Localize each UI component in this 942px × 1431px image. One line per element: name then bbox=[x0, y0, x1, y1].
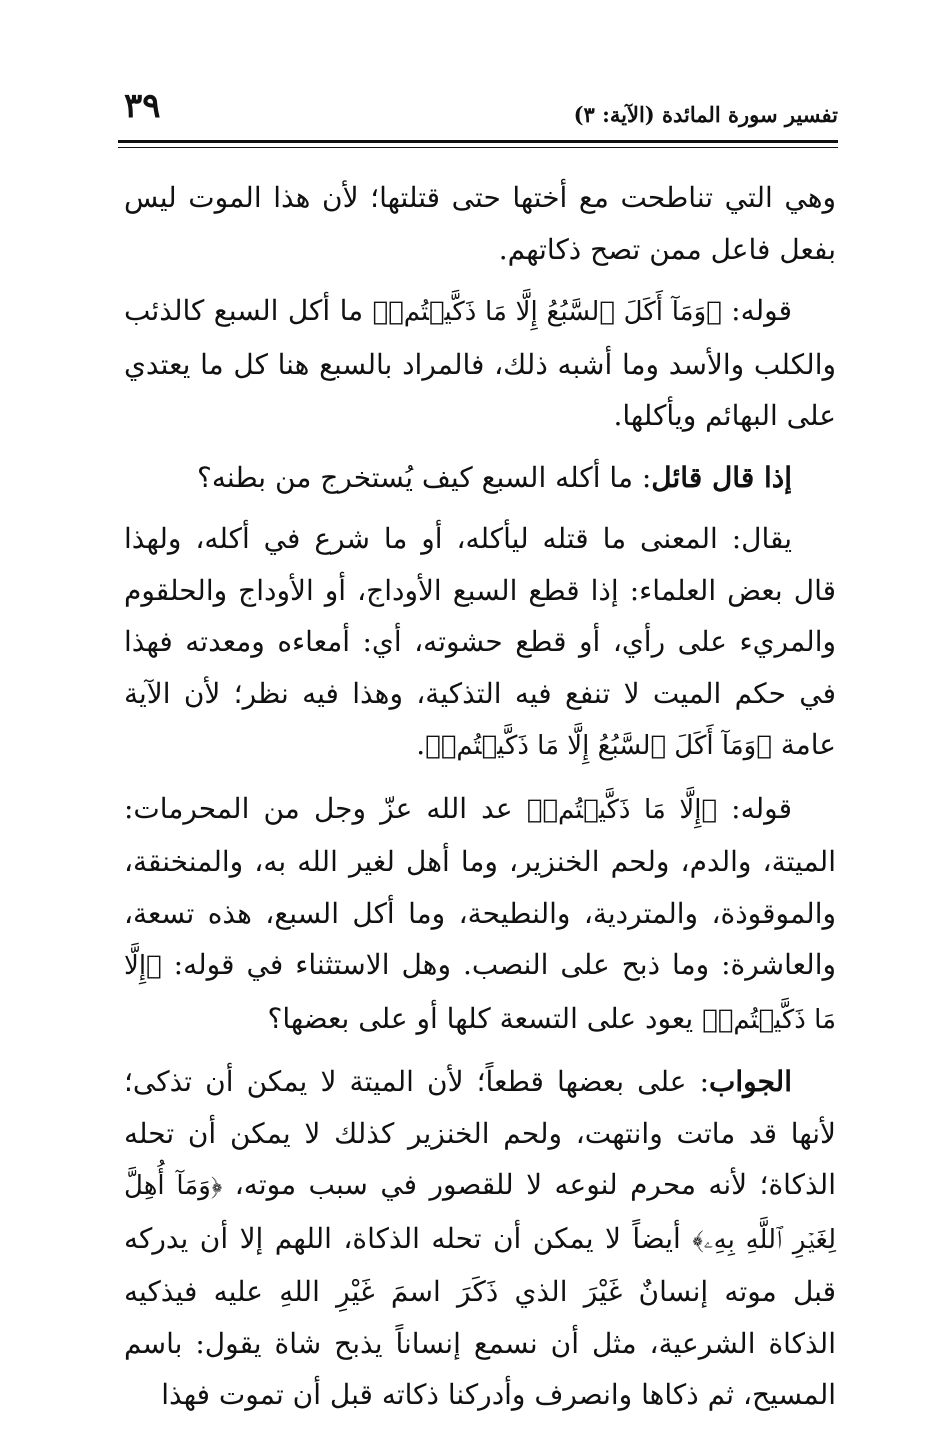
question-label: إذا قال قائل bbox=[651, 460, 792, 494]
paragraph-1-text: وهي التي تناطحت مع أختها حتى قتلتها؛ لأن هذا الموت ليس بفعل فاعل ممن تصح ذكاتهم. bbox=[124, 181, 836, 266]
header-rule-thick bbox=[118, 140, 838, 143]
paragraph-4-end: . bbox=[416, 728, 426, 761]
paragraph-4 bbox=[124, 513, 836, 773]
paragraph-4-text: يقال: المعنى ما قتله ليأكله، أو ما شرع في أكله، ولهذا قال بعض العلماء: إذا قطع السبع الأوداج، أو الأوداج والحلقوم والمريء على رأي، أو قطع حشوته، أي: أمعاءه ومعدته فهذا في حكم الميت لا تنفع فيه التذكية، وهذا فيه نظر؛ لأن الآية عامة bbox=[124, 522, 836, 761]
quran-quote: ﴿إِلَّا مَا ذَكَّيۡتُمۡ﴾ bbox=[526, 794, 718, 825]
paragraph-5 bbox=[124, 783, 836, 1047]
paragraph-6-text: : على بعضها قطعاً؛ لأن الميتة لا يمكن أن تذكى؛ لأنها قد ماتت وانتهت، ولحم الخنزير كذلك لا يمكن أن تحله الذكاة؛ لأنه محرم لنوعه لا للقصور في سبب موته، bbox=[124, 1065, 836, 1201]
page-number: ٣٩ bbox=[124, 86, 161, 126]
paragraph-1 bbox=[124, 172, 836, 275]
paragraph-2 bbox=[124, 285, 836, 442]
quran-quote: ﴿وَمَآ أَكَلَ ٱلسَّبُعُ إِلَّا مَا ذَكَّيۡتُمۡ﴾ bbox=[372, 297, 722, 327]
paragraph-5-end: يعود على التسعة كلها أو على بعضها؟ bbox=[267, 1001, 703, 1035]
paragraph-5-intro: قوله: bbox=[717, 791, 793, 825]
header-rule-thin bbox=[118, 147, 838, 148]
running-title: تفسير سورة المائدة (الآية: ٣) bbox=[573, 102, 838, 127]
paragraph-6 bbox=[124, 1056, 836, 1421]
paragraph-2-intro: قوله: bbox=[721, 294, 793, 327]
paragraph-3-text: : ما أكله السبع كيف يُستخرج من بطنه؟ bbox=[197, 460, 652, 494]
quran-quote: ﴿وَمَآ أُهِلَّ لِغَيۡرِ ٱللَّهِ بِهِۦ﴾ bbox=[124, 1171, 836, 1255]
answer-label: الجواب bbox=[709, 1065, 792, 1098]
paragraph-6-end: أيضاً لا يمكن أن تحله الذكاة، اللهم إلا أن يدركه قبل موته إنسانٌ غَيْرَ الذي ذَكَرَ اسمَ غَيْرِ اللهِ عليه فيذكيه الذكاة الشرعية، مثل أن نسمع إنساناً يذبح شاة يقول: باسم المسيح، ثم ذكاها وانصرف وأدركنا ذكاته قبل أن تموت فهذا bbox=[124, 1221, 836, 1411]
paragraph-3 bbox=[124, 452, 836, 504]
quran-quote: ﴿وَمَآ أَكَلَ ٱلسَّبُعُ إِلَّا مَا ذَكَّيۡتُمۡ﴾ bbox=[425, 731, 772, 761]
quran-quote: ﴿إِلَّا مَا ذَكَّيۡتُمۡ﴾ bbox=[124, 951, 836, 1035]
body-text bbox=[124, 172, 836, 1431]
paragraph-5-text: عد الله عزّ وجل من المحرمات: الميتة، والدم، ولحم الخنزير، وما أهل لغير الله به، والمنخنقة، والموقوذة، والمتردية، والنطيحة، وما أكل السبع، هذه تسعة، والعاشرة: وما ذبح على النصب. وهل الاستثناء في قوله: bbox=[124, 791, 836, 981]
page-header bbox=[118, 84, 838, 140]
paragraph-2-text: ما أكل السبع كالذئب والكلب والأسد وما أشبه ذلك، فالمراد بالسبع هنا كل ما يعتدي على البهائم ويأكلها. bbox=[124, 294, 836, 432]
